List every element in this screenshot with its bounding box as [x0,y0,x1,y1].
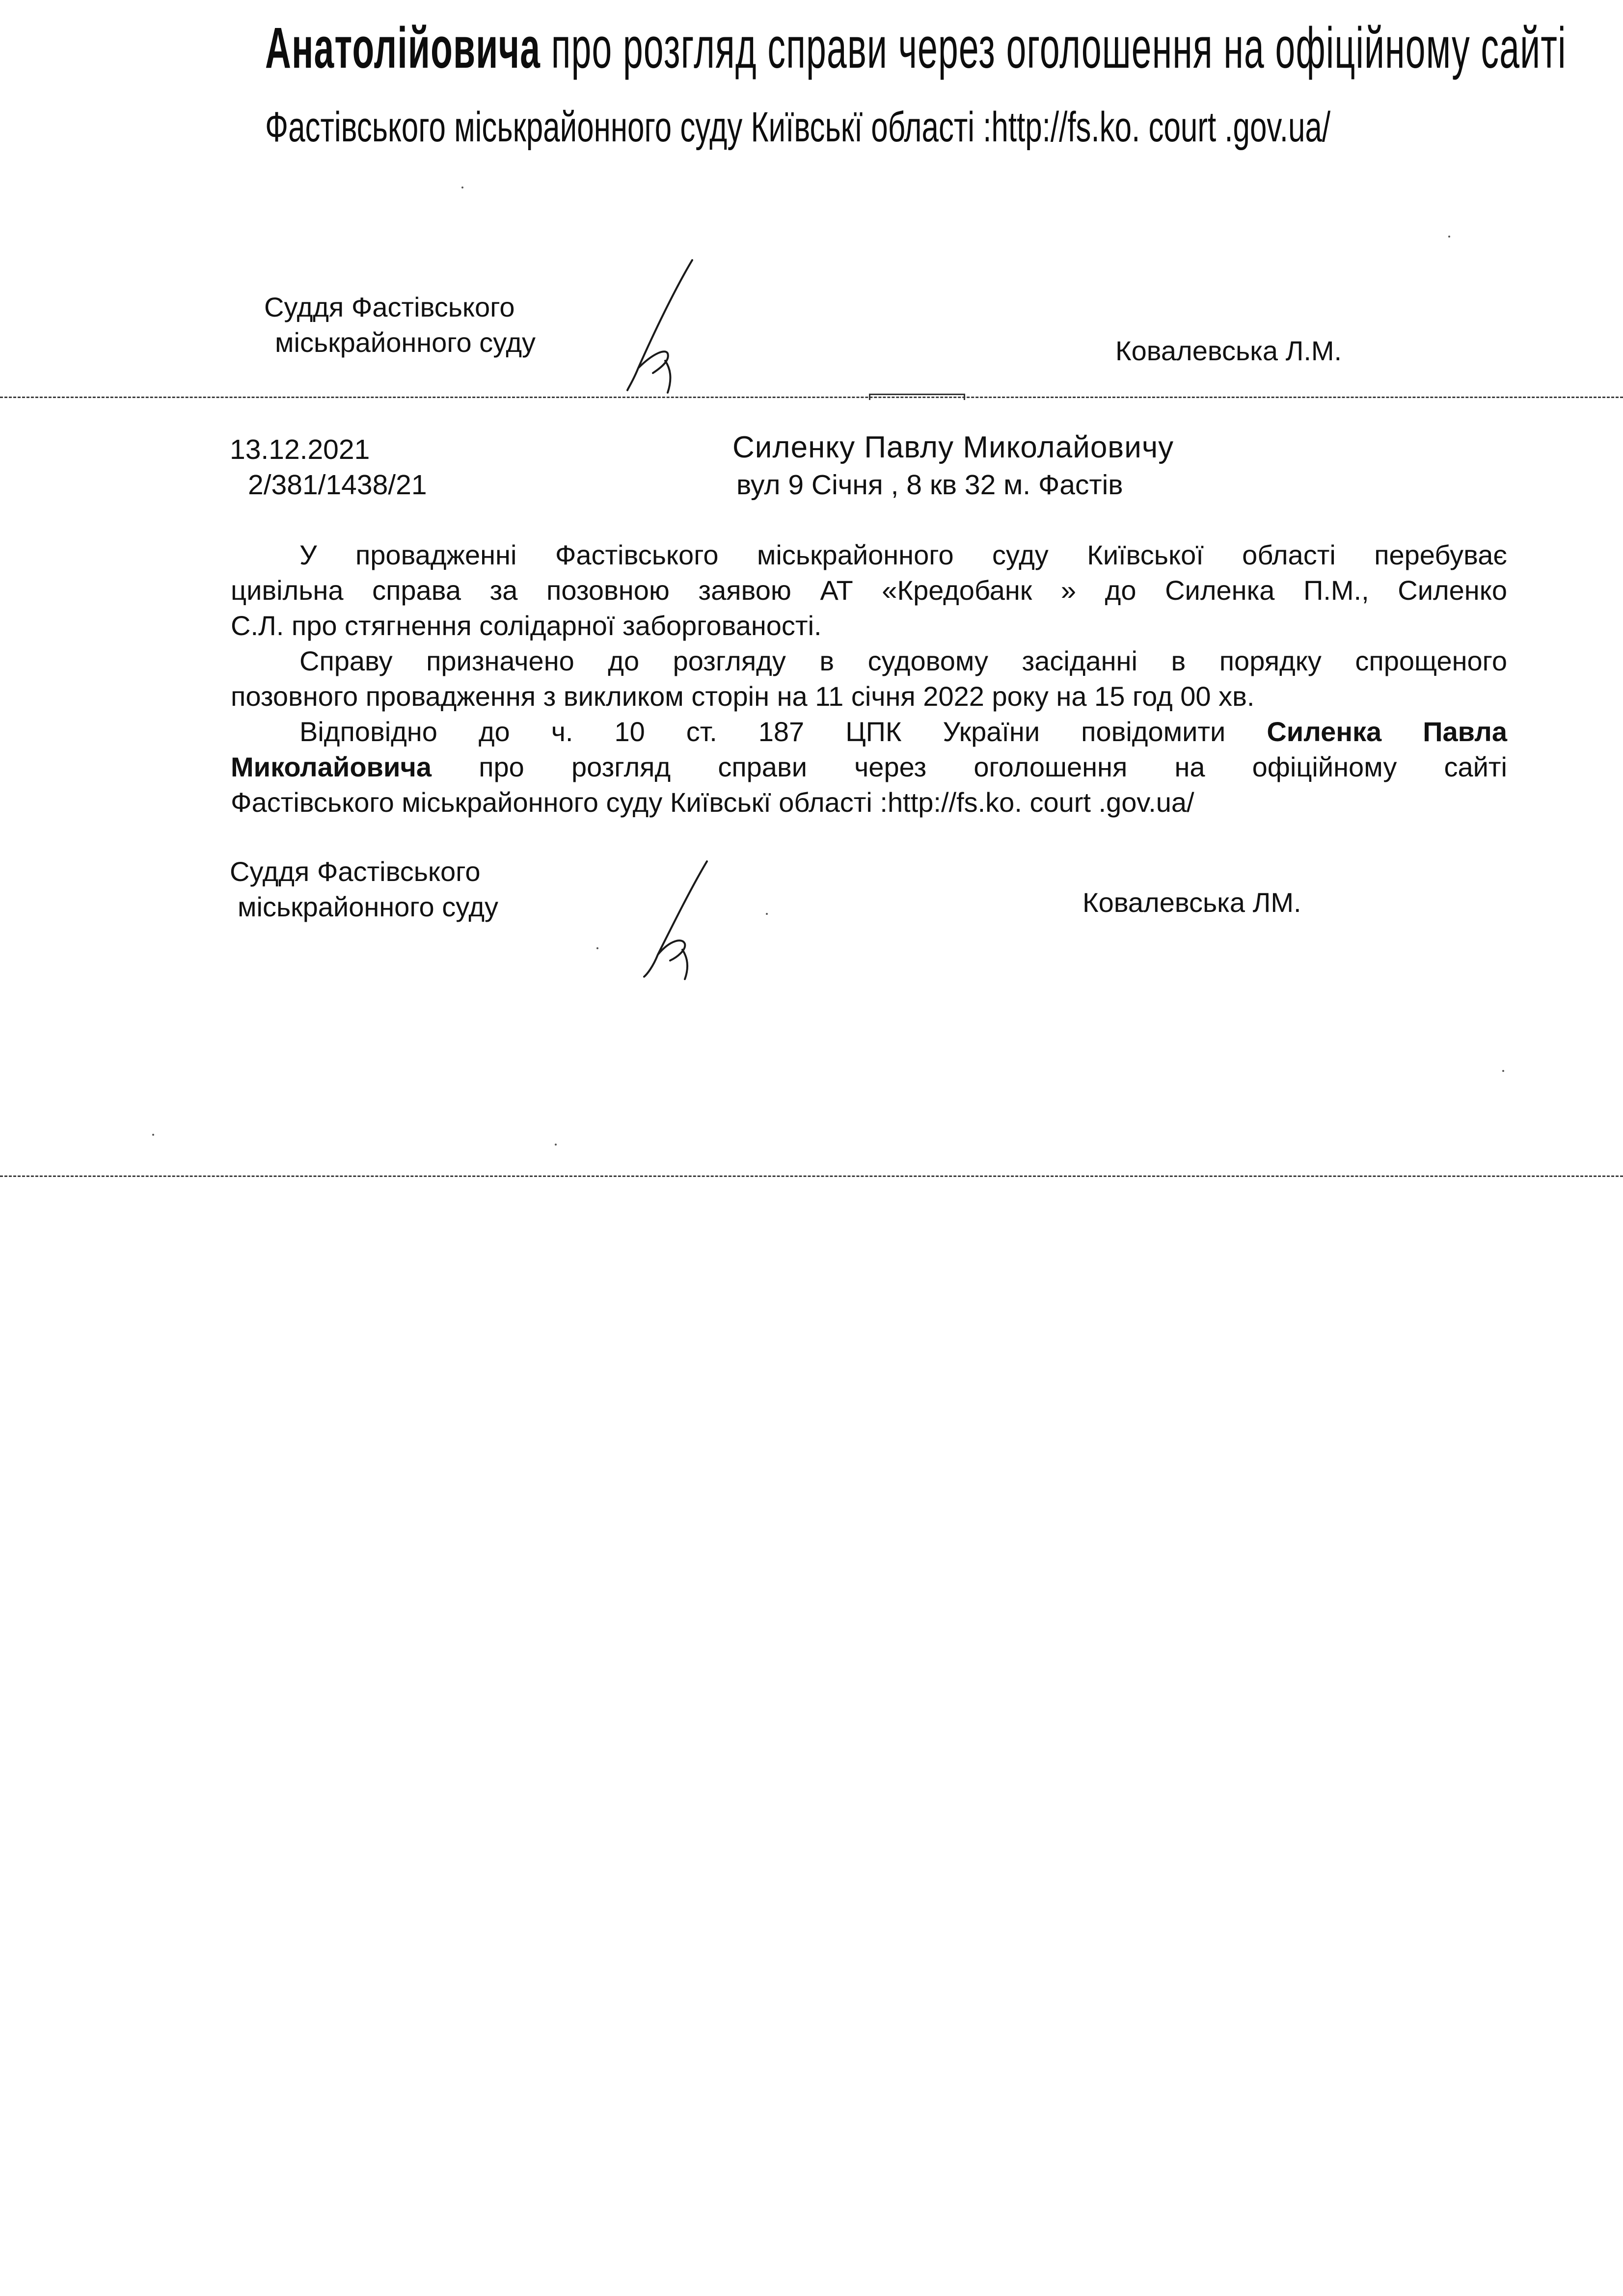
body-p2-line-2: позовного провадження з викликом сторін на 11 січня 2022 року на 15 год 00 хв. [231,681,1255,712]
scan-speck [152,1134,154,1136]
scan-speck [555,1144,557,1146]
previous-signature-label-line-1: Суддя Фастівського [264,292,515,322]
recipient-name: Силенку Павлу Миколайовичу [732,430,1174,464]
scan-speck [766,913,768,915]
scan-speck [1502,1070,1504,1072]
notice-date: 13.12.2021 [230,434,370,465]
previous-notice-line-1-rest: про розгляд справи через оголошення на офіційному сайті [541,16,1567,80]
defendant-name-bold: Силенка Павла [1267,716,1508,747]
previous-signature-label [264,290,536,360]
handwritten-signature-graphic [638,856,727,984]
body-p1-line-3: С.Л. про стягнення солідарної заборгованості. [231,610,822,641]
signature-label-line-1: Суддя Фастівського [230,856,481,887]
body-p3-line-1 [231,714,1507,749]
body-p3-line-1-text: Відповідно до ч. 10 ст. 187 ЦПК України повідомити [299,716,1267,747]
scan-speck [596,947,598,949]
previous-signature-label-line-2: міськрайонного суду [275,327,536,358]
previous-notice-bold-name: Анатолійовича [265,16,541,80]
cut-line-bottom [0,1175,1623,1177]
notice-body [231,537,1507,820]
previous-notice-line-2: Фастівського міськрайонного суду Київськї області :http://fs.ko. court .gov.ua/ [265,104,1331,151]
defendant-patronymic-bold: Миколайовича [231,751,432,782]
signature-label [230,854,498,925]
body-p3-line-3: Фастівського міськрайонного суду Київськї області :http://fs.ko. court .gov.ua/ [231,787,1194,818]
body-p3-line-2 [231,749,1507,785]
previous-judge-signature [619,255,717,400]
body-p1-line-1: У провадженні Фастівського міськрайонного суду Київської області перебуває [299,539,1507,570]
previous-judge-name: Ковалевська Л.М. [1115,335,1342,366]
notice-reference: 2/381/1438/21 [248,469,427,501]
body-p3-line-2-text: про розгляд справи через оголошення на офіційному сайті [432,751,1507,782]
handwritten-signature-graphic [619,255,717,398]
scan-speck [461,187,463,188]
scan-speck [1448,236,1450,238]
judge-signature [638,856,727,987]
body-p2-line-1: Справу призначено до розгляду в судовому засіданні в порядку спрощеного [299,645,1507,676]
recipient-address: вул 9 Січня , 8 кв 32 м. Фастів [736,469,1123,501]
body-p1-line-2: цивільна справа за позовною заявою АТ «Кредобанк » до Силенка П.М., Силенко [231,575,1507,606]
cut-line-top [0,397,1623,398]
previous-notice-line-1 [265,15,1567,81]
judge-name: Ковалевська ЛМ. [1082,887,1301,918]
paper-edge-mark [869,394,965,400]
signature-label-line-2: міськрайонного суду [238,891,499,922]
